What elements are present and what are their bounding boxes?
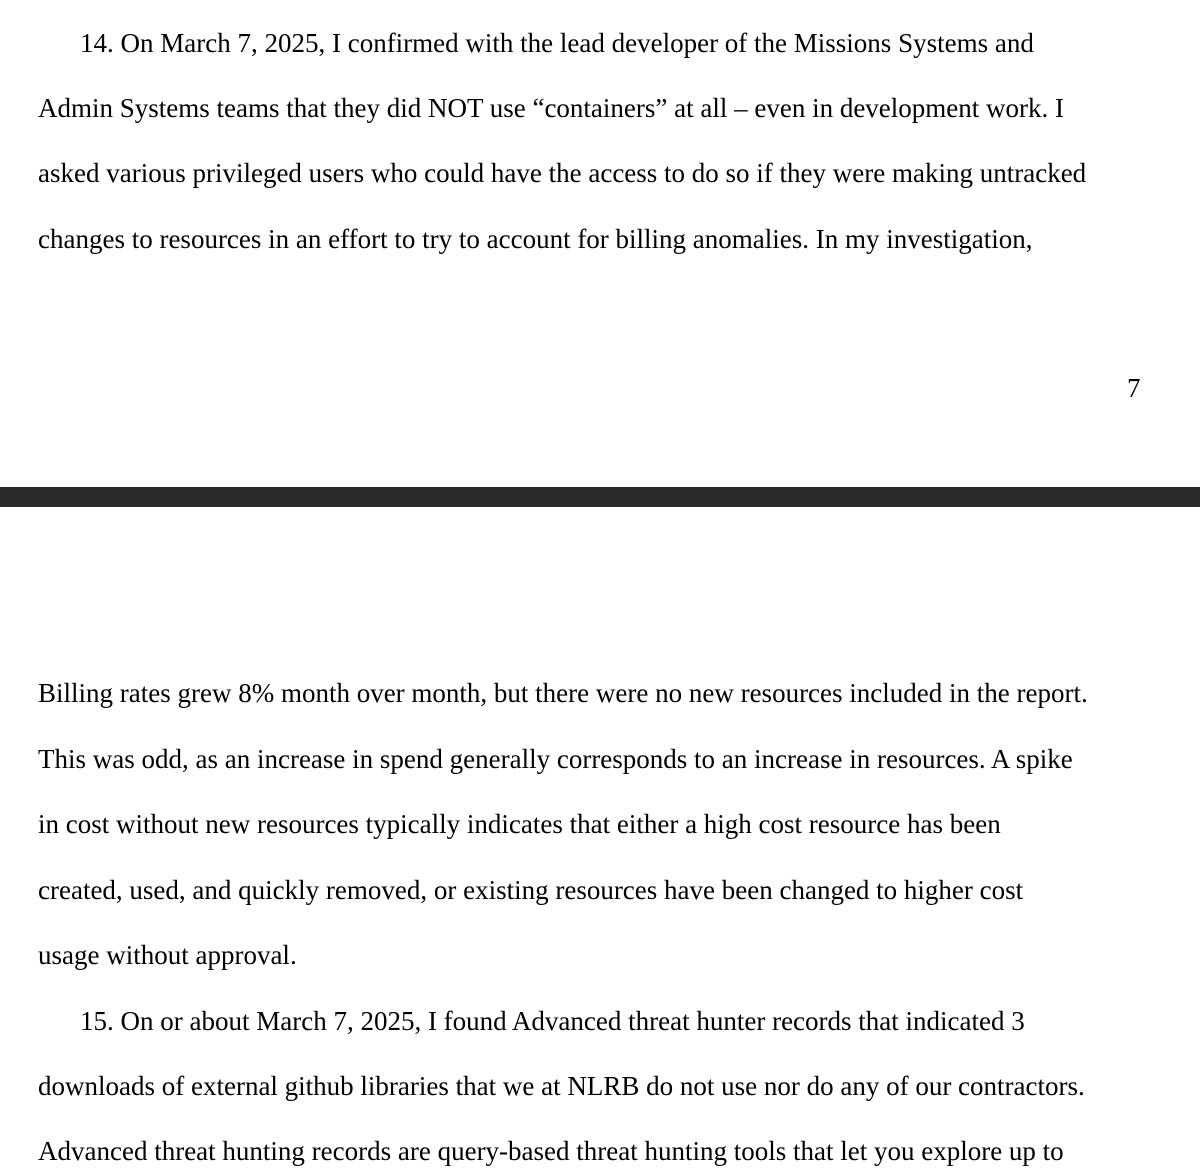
paragraph-14-continued-line-3: in cost without new resources typically indicates that either a high cost resource has been [38, 809, 1001, 839]
paragraph-15-line-2: downloads of external github libraries that we at NLRB do not use nor do any of our contractors. [38, 1071, 1085, 1101]
paragraph-14-continued-line-5: usage without approval. [38, 940, 297, 970]
paragraph-14-line-1: 14. On March 7, 2025, I confirmed with the lead developer of the Missions Systems and [80, 28, 1034, 58]
paragraph-14-line-2: Admin Systems teams that they did NOT use “containers” at all – even in development work. I [38, 93, 1065, 123]
document-page-bottom [0, 507, 1200, 1171]
paragraph-14-line-4: changes to resources in an effort to try to account for billing anomalies. In my investigation, [38, 224, 1033, 254]
paragraph-14-continued-line-1: Billing rates grew 8% month over month, but there were no new resources included in the report. [38, 678, 1088, 708]
paragraph-14-continued-line-2: This was odd, as an increase in spend generally corresponds to an increase in resources. A spike [38, 744, 1073, 774]
document-page-top [0, 0, 1200, 487]
page-number: 7 [1127, 373, 1141, 403]
paragraph-15-line-3: Advanced threat hunting records are query-based threat hunting tools that let you explore up to [38, 1136, 1064, 1166]
page-separator [0, 487, 1200, 507]
paragraph-15-line-1: 15. On or about March 7, 2025, I found Advanced threat hunter records that indicated 3 [80, 1006, 1025, 1036]
paragraph-14-continued-line-4: created, used, and quickly removed, or existing resources have been changed to higher cost [38, 875, 1024, 905]
paragraph-14-line-3: asked various privileged users who could have the access to do so if they were making untracked [38, 158, 1087, 188]
